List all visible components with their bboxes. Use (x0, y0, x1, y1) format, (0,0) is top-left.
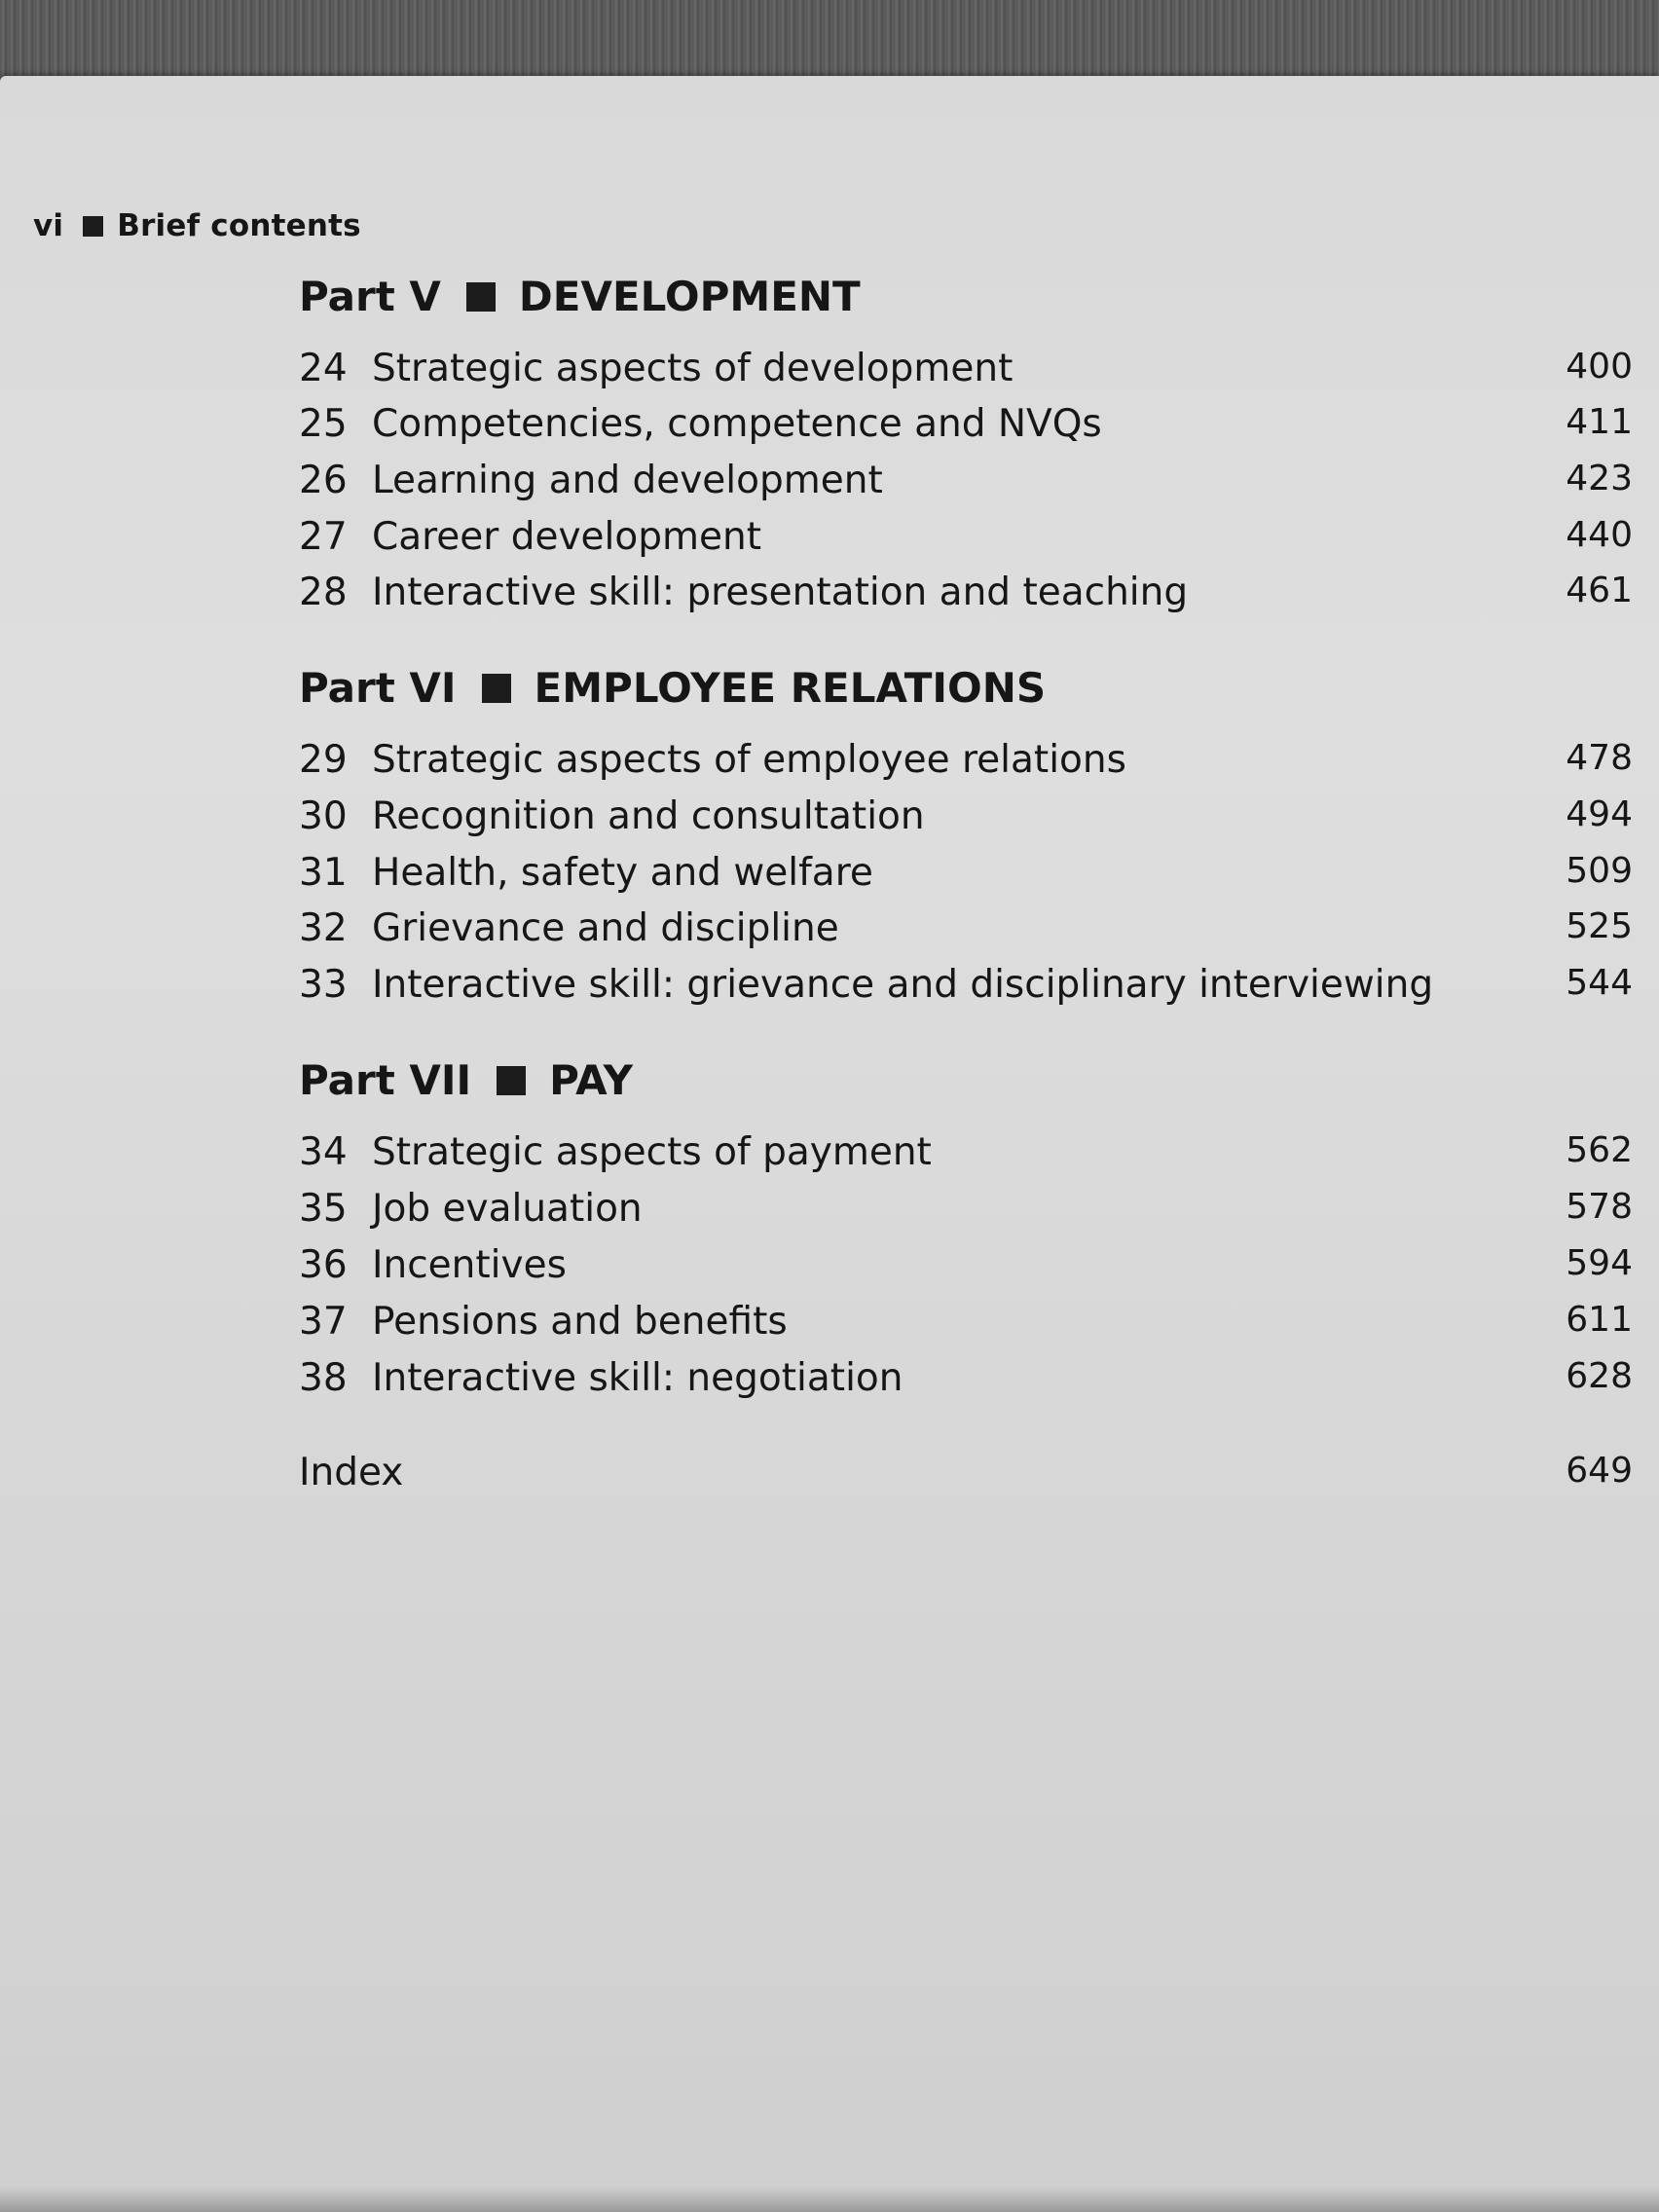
chapter-number: 32 (299, 906, 348, 950)
chapter-title: Interactive skill: negotiation (372, 1356, 903, 1400)
chapter-title: Strategic aspects of development (372, 347, 1014, 390)
chapter-page: 411 (1566, 402, 1633, 442)
chapter-title: Health, safety and welfare (372, 851, 873, 895)
chapter-page: 578 (1566, 1187, 1633, 1227)
chapter-page: 400 (1566, 347, 1633, 387)
part-label: Part V (299, 273, 441, 320)
chapter-page: 440 (1566, 515, 1633, 555)
part-label: Part VII (299, 1056, 472, 1104)
toc-entry[interactable] (299, 1356, 1633, 1411)
chapter-page: 628 (1566, 1356, 1633, 1396)
chapter-title: Interactive skill: grievance and disciplinary interviewing (372, 963, 1434, 1007)
toc-entry[interactable] (299, 906, 1633, 961)
chapter-title: Strategic aspects of payment (372, 1130, 932, 1174)
index-title: Index (299, 1451, 404, 1494)
chapter-title: Strategic aspects of employee relations (372, 738, 1126, 782)
square-bullet-icon (466, 282, 496, 312)
toc-entry[interactable] (299, 459, 1633, 513)
square-bullet-icon (497, 1066, 526, 1095)
chapter-number: 29 (299, 738, 348, 782)
chapter-title: Job evaluation (372, 1187, 643, 1231)
background-fabric (0, 0, 1659, 88)
chapter-page: 562 (1566, 1130, 1633, 1170)
chapter-number: 24 (299, 347, 348, 390)
toc-entry[interactable] (299, 571, 1633, 625)
toc-entry[interactable] (299, 1187, 1633, 1241)
chapter-number: 36 (299, 1243, 348, 1287)
chapter-number: 34 (299, 1130, 348, 1174)
page-bottom-shadow (0, 2187, 1659, 2212)
chapter-page: 544 (1566, 963, 1633, 1003)
chapter-page: 494 (1566, 794, 1633, 834)
running-head (33, 208, 361, 243)
toc-entry[interactable] (299, 738, 1633, 793)
chapter-page: 594 (1566, 1243, 1633, 1283)
chapter-title: Career development (372, 515, 761, 559)
chapter-number: 37 (299, 1300, 348, 1344)
chapter-title: Recognition and consultation (372, 794, 925, 838)
chapter-number: 38 (299, 1356, 348, 1400)
toc-entry[interactable] (299, 1243, 1633, 1298)
toc-entry[interactable] (299, 347, 1633, 401)
chapter-number: 27 (299, 515, 348, 559)
part-heading-vi (299, 664, 1046, 712)
chapter-number: 26 (299, 459, 348, 502)
chapter-title: Competencies, competence and NVQs (372, 402, 1102, 446)
square-bullet-icon (482, 674, 511, 703)
chapter-page: 509 (1566, 851, 1633, 891)
chapter-number: 31 (299, 851, 348, 895)
part-heading-v (299, 273, 861, 320)
chapter-number: 33 (299, 963, 348, 1007)
chapter-page: 611 (1566, 1300, 1633, 1340)
chapter-title: Pensions and benefits (372, 1300, 788, 1344)
toc-entry[interactable] (299, 1300, 1633, 1354)
toc-entry[interactable] (299, 794, 1633, 849)
chapter-page: 525 (1566, 906, 1633, 946)
chapter-page: 478 (1566, 738, 1633, 778)
chapter-page: 423 (1566, 459, 1633, 498)
square-bullet-icon (83, 216, 103, 237)
part-title: EMPLOYEE RELATIONS (534, 664, 1047, 712)
chapter-title: Incentives (372, 1243, 567, 1287)
toc-entry[interactable] (299, 402, 1633, 457)
toc-entry[interactable] (299, 515, 1633, 570)
toc-entry[interactable] (299, 1130, 1633, 1185)
chapter-page: 461 (1566, 571, 1633, 610)
toc-entry[interactable] (299, 963, 1633, 1017)
chapter-title: Grievance and discipline (372, 906, 839, 950)
index-page: 649 (1566, 1451, 1633, 1491)
chapter-number: 30 (299, 794, 348, 838)
chapter-number: 35 (299, 1187, 348, 1231)
part-title: DEVELOPMENT (518, 273, 861, 320)
chapter-title: Learning and development (372, 459, 883, 502)
toc-entry[interactable] (299, 851, 1633, 905)
page-numeral: vi (33, 208, 64, 243)
running-head-title: Brief contents (117, 208, 361, 243)
part-title: PAY (549, 1056, 633, 1104)
part-heading-vii (299, 1056, 633, 1104)
toc-entry-index[interactable] (299, 1451, 1633, 1505)
chapter-number: 28 (299, 571, 348, 614)
chapter-title: Interactive skill: presentation and teaching (372, 571, 1189, 614)
chapter-number: 25 (299, 402, 348, 446)
part-label: Part VI (299, 664, 457, 712)
